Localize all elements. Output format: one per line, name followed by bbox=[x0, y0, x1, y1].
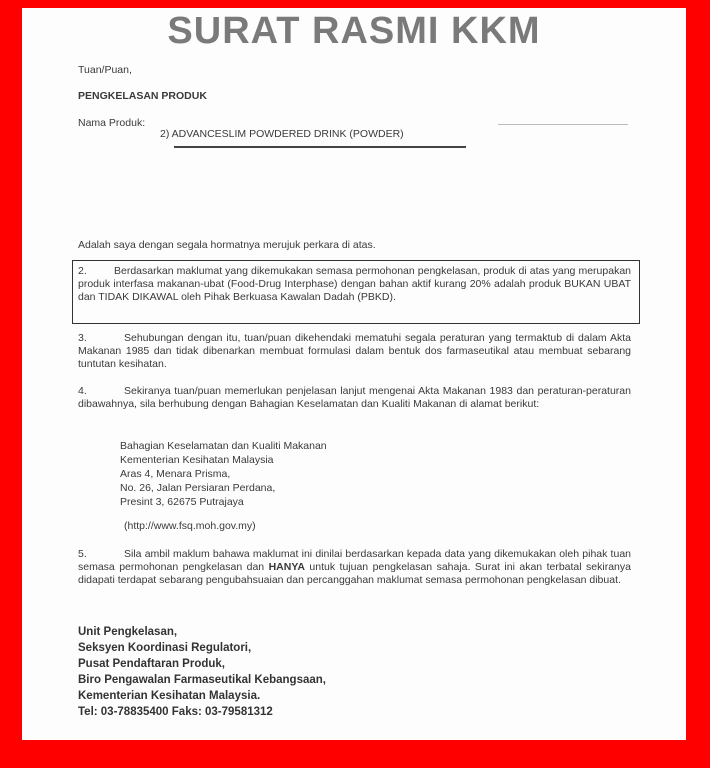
scan-line bbox=[498, 124, 628, 125]
salutation: Tuan/Puan, bbox=[78, 64, 132, 76]
letter-page bbox=[22, 8, 686, 740]
para5-emphasis: HANYA bbox=[268, 561, 305, 573]
paragraph-4: Sekiranya tuan/puan memerlukan penjelasan lanjut mengenai Akta Makanan 1983 dan peraturan-peraturan dibawahnya, sila berhubung dengan Bahagian Keselamatan dan Kualiti Makanan di alamat berikut: bbox=[78, 385, 631, 410]
signature-line: Pusat Pendaftaran Produk, bbox=[78, 658, 225, 670]
product-underline bbox=[174, 146, 466, 148]
signature-line: Seksyen Koordinasi Regulatori, bbox=[78, 642, 252, 654]
paragraph-5 bbox=[78, 548, 631, 587]
headline: SURAT RASMI KKM bbox=[167, 10, 541, 52]
paragraph-2: Berdasarkan maklumat yang dikemukakan semasa permohonan pengkelasan, produk di atas yang merupakan produk interfasa makanan-ubat (Food-Drug Interphase) dengan bahan aktif kurang 20% adalah produk BUKAN UBAT dan TIDAK DIKAWAL oleh Pihak Berkuasa Kawalan Dadah (PBKD). bbox=[78, 265, 631, 303]
address-line: Aras 4, Menara Prisma, bbox=[120, 468, 231, 480]
para5-number: 5. bbox=[78, 548, 87, 560]
website-link[interactable]: (http://www.fsq.moh.gov.my) bbox=[124, 520, 256, 532]
signature-line: Biro Pengawalan Farmaseutikal Kebangsaan, bbox=[78, 674, 326, 686]
address-line: Bahagian Keselamatan dan Kualiti Makanan bbox=[120, 440, 327, 452]
signature-contact: Tel: 03-78835400 Faks: 03-79581312 bbox=[78, 706, 273, 718]
subject: PENGKELASAN PRODUK bbox=[78, 90, 207, 102]
product-name: 2) ADVANCESLIM POWDERED DRINK (POWDER) bbox=[160, 128, 404, 140]
paragraph-3: Sehubungan dengan itu, tuan/puan dikehendaki mematuhi segala peraturan yang termaktub di dalam Akta Makanan 1985 dan tidak dibenarkan membuat formulasi dalam bentuk dos farmaseutikal atau membuat sebarang tuntutan kesihatan. bbox=[78, 332, 631, 370]
address-line: Presint 3, 62675 Putrajaya bbox=[120, 496, 244, 508]
signature-line: Unit Pengkelasan, bbox=[78, 626, 178, 638]
address-line: No. 26, Jalan Persiaran Perdana, bbox=[120, 482, 276, 494]
address-line: Kementerian Kesihatan Malaysia bbox=[120, 454, 274, 466]
para2-number: 2. bbox=[78, 265, 87, 277]
para5-text-b: untuk tujuan pengkelasan sahaja. Surat ini akan terbatal sekiranya didapati terdapat sebarang pengubahsuaian dan percanggahan maklumat semasa permohonan pengkelasan dibuat. bbox=[78, 561, 631, 586]
para4-number: 4. bbox=[78, 385, 87, 397]
product-label: Nama Produk: bbox=[78, 117, 146, 129]
para5-text-a: Sila ambil maklum bahawa maklumat ini dinilai berdasarkan kepada data yang dikemukakan oleh pihak tuan semasa permohonan pengkelasan dan bbox=[78, 548, 631, 573]
reference-line: Adalah saya dengan segala hormatnya merujuk perkara di atas. bbox=[78, 239, 376, 251]
signature-line: Kementerian Kesihatan Malaysia. bbox=[78, 690, 261, 702]
para3-number: 3. bbox=[78, 332, 87, 344]
